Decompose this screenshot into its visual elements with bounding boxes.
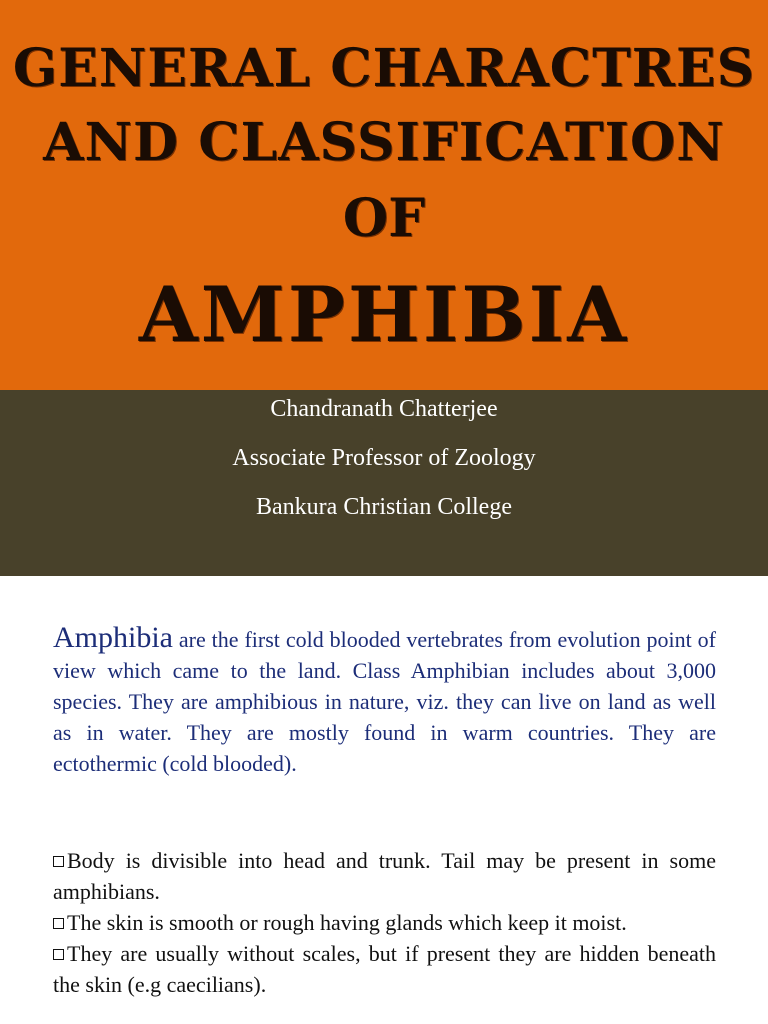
author-institution: Bankura Christian College <box>256 494 512 520</box>
bullet-list <box>53 845 716 1000</box>
title-main-word: AMPHIBIA <box>138 270 630 359</box>
bullet-text: They are usually without scales, but if present they are hidden beneath the skin (e.g caecilians). <box>53 941 716 997</box>
intro-paragraph <box>53 622 716 779</box>
bullet-item <box>53 907 716 938</box>
intro-lead-word: Amphibia <box>53 621 173 654</box>
bullet-item <box>53 845 716 907</box>
title-line-3: OF <box>342 188 426 249</box>
bullet-text: Body is divisible into head and trunk. Tail may be present in some amphibians. <box>53 848 716 904</box>
author-position: Associate Professor of Zoology <box>232 445 536 471</box>
author-name: Chandranath Chatterjee <box>270 396 498 422</box>
title-line-1: GENERAL CHARACTRES <box>12 38 756 99</box>
title-line-2: AND CLASSIFICATION <box>43 112 725 173</box>
bullet-item <box>53 938 716 1000</box>
bullet-text: The skin is smooth or rough having glands which keep it moist. <box>67 910 627 935</box>
checkbox-bullet-icon <box>53 856 64 867</box>
checkbox-bullet-icon <box>53 918 64 929</box>
checkbox-bullet-icon <box>53 949 64 960</box>
intro-text: are the first cold blooded vertebrates from evolution point of view which came to the land. Class Amphibian includes about 3,000 species. They are amphibious in nature, viz. they can live on land as well as in water. They are mostly found in warm countries. They are ectothermic (cold blooded). <box>53 627 716 776</box>
